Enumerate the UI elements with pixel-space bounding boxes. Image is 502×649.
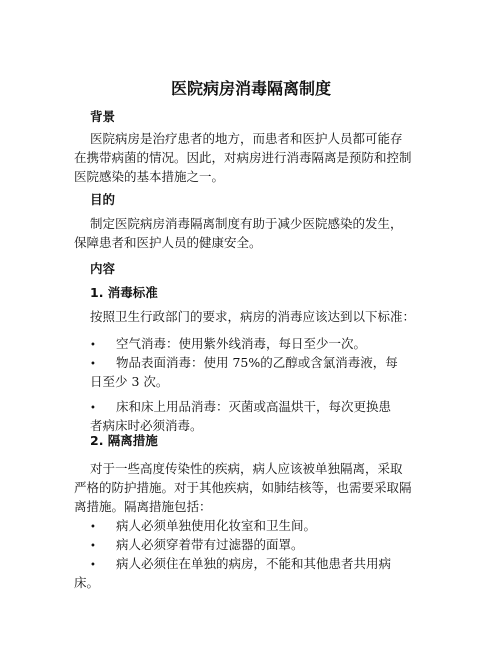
background-paragraph bbox=[74, 129, 446, 186]
list-item-text: 病人必须单独使用化妆室和卫生间。 bbox=[116, 518, 317, 533]
bullet-icon: • bbox=[90, 522, 96, 533]
paragraph-line: 医院病房是治疗患者的地方，而患者和医护人员都可能存 bbox=[90, 131, 403, 146]
list-item bbox=[90, 334, 366, 353]
section1-heading: 1. 消毒标准 bbox=[90, 285, 158, 300]
section2-heading: 2. 隔离措施 bbox=[90, 433, 158, 448]
list-item-text: 病人必须穿着带有过滤器的面罩。 bbox=[116, 537, 304, 552]
paragraph-line: 离措施。隔离措施包括： bbox=[74, 499, 212, 514]
purpose-paragraph bbox=[74, 214, 446, 252]
list-item-text: 病人必须住在单独的病房，不能和其他患者共用病 bbox=[116, 556, 392, 571]
background-heading: 背景 bbox=[90, 109, 116, 124]
bullet-icon: • bbox=[90, 541, 96, 552]
list-item bbox=[90, 353, 398, 391]
content-heading: 内容 bbox=[90, 261, 116, 276]
list-item-text: 日至少 3 次。 bbox=[90, 374, 169, 389]
paragraph-line: 保障患者和医护人员的健康安全。 bbox=[74, 235, 262, 250]
list-item bbox=[90, 397, 391, 435]
list-item bbox=[90, 535, 304, 554]
bullet-icon: • bbox=[90, 359, 96, 370]
paragraph-line: 医院感染的基本措施之一。 bbox=[74, 169, 225, 184]
section2-intro bbox=[74, 459, 446, 516]
paragraph-line: 在携带病菌的情况。因此，对病房进行消毒隔离是预防和控制 bbox=[74, 150, 412, 165]
list-item bbox=[74, 554, 392, 592]
document-title: 医院病房消毒隔离制度 bbox=[170, 79, 331, 98]
list-item-text: 物品表面消毒：使用 75%的乙醇或含氯消毒液，每 bbox=[116, 355, 398, 370]
list-item-text: 床和床上用品消毒：灭菌或高温烘干，每次更换患 bbox=[116, 399, 392, 414]
purpose-heading: 目的 bbox=[90, 192, 116, 207]
section1-intro: 按照卫生行政部门的要求，病房的消毒应该达到以下标准： bbox=[90, 309, 416, 324]
paragraph-line: 对于一些高度传染性的疾病，病人应该被单独隔离，采取 bbox=[90, 461, 403, 476]
paragraph-line: 严格的防护措施。对于其他疾病，如肺结核等，也需要采取隔 bbox=[74, 480, 412, 495]
bullet-icon: • bbox=[90, 560, 96, 571]
list-item-text: 床。 bbox=[74, 575, 100, 590]
paragraph-line: 制定医院病房消毒隔离制度有助于减少医院感染的发生， bbox=[90, 216, 403, 231]
list-item bbox=[90, 516, 316, 535]
bullet-icon: • bbox=[90, 340, 96, 351]
list-item-text: 者病床时必须消毒。 bbox=[90, 418, 203, 433]
list-item-text: 空气消毒：使用紫外线消毒，每日至少一次。 bbox=[116, 336, 367, 351]
bullet-icon: • bbox=[90, 403, 96, 414]
